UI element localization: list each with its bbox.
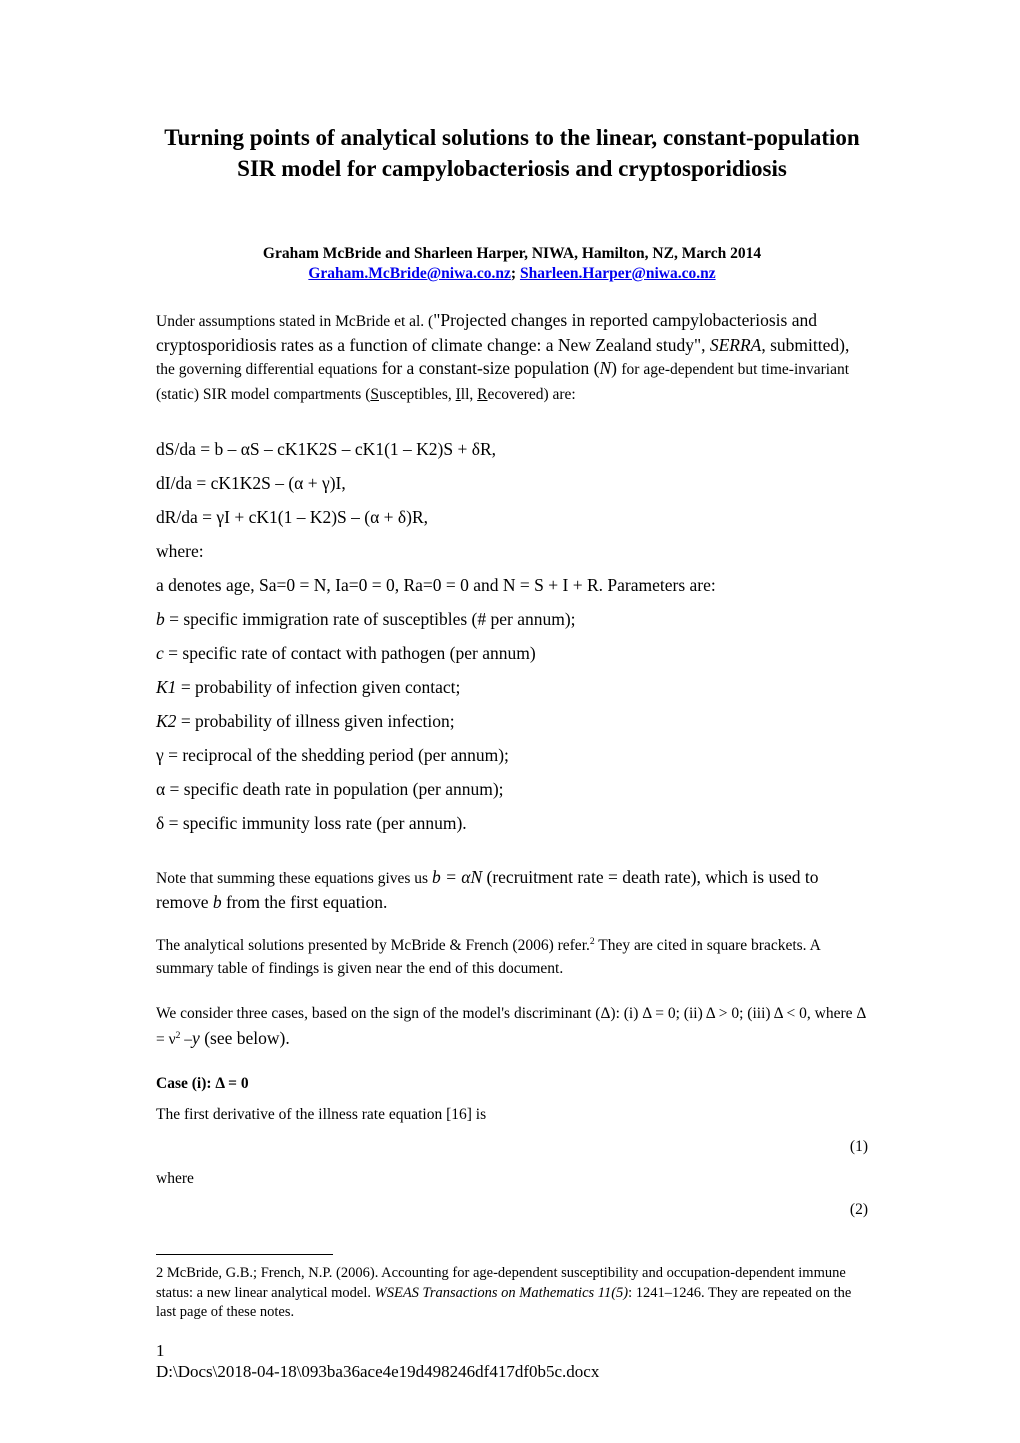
email-separator: ; — [510, 265, 517, 282]
where-label: where: — [156, 541, 204, 561]
email-link-mcbride[interactable]: Graham.McBride@niwa.co.nz — [308, 265, 511, 282]
equation-di-da: dI/da = cK1K2S – (α + γ)I, — [156, 473, 346, 493]
cases-paragraph: We consider three cases, based on the sign of the model's discriminant (Δ): (i) Δ = 0; (ii) Δ > 0; (iii) Δ < 0, where $\Delta = \nu^2$ –y (see below). — [156, 1005, 866, 1048]
parameter-b: b = specific immigration rate of susceptibles (# per annum); — [156, 609, 576, 629]
page-footer — [156, 1340, 599, 1382]
equation-number-2: (2) — [849, 1201, 868, 1218]
equation-ds-da: dS/da = b – αS – cK1K2S – cK1(1 – K2)S + δR, — [156, 439, 497, 459]
note-paragraph: Note that summing these equations gives us b = αN (recruitment rate = death rate), which is used to remove b from the first equation. — [156, 867, 819, 912]
parameter-delta: δ = specific immunity loss rate (per annum). — [156, 813, 467, 833]
parameter-k2: K2 = probability of illness given infection; — [156, 711, 455, 731]
initial-conditions: a denotes age, Sa=0 = N, Ia=0 = 0, Ra=0 = 0 and N = S + I + R. Parameters are: — [156, 575, 716, 595]
footnote: 2 McBride, G.B.; French, N.P. (2006). Accounting for age-dependent susceptibility and occupation-dependent immune status: a new linear analytical model. WSEAS Transactions on Mathematics 11(5): 1241–1246. They are repeated on the last page of these notes. — [156, 1265, 852, 1320]
footnote-marker[interactable]: 2 — [589, 936, 595, 947]
parameter-k1: K1 = probability of infection given contact; — [156, 677, 461, 697]
journal-name: SERRA — [709, 334, 762, 355]
analytical-paragraph: The analytical solutions presented by McBride & French (2006) refer.$^2$ They are cited in square brackets. A summary table of findings is given near the end of this document. — [156, 936, 820, 977]
case-i-text: The first derivative of the illness rate equation [16] is — [156, 1106, 487, 1123]
equation-dr-da: dR/da = γI + cK1(1 – K2)S – (α + δ)R, — [156, 507, 429, 527]
page-number: 1 — [156, 1341, 165, 1360]
parameter-gamma: γ = reciprocal of the shedding period (per annum); — [156, 745, 509, 765]
intro-paragraph: Under assumptions stated in McBride et al. ("Projected changes in reported campylobacteriosis and cryptosporidiosis rates as a function of climate change: a New Zealand study", SERRA, submitted), the governing differential equations for a constant-size population (N) for age-dependent but time-invariant (static) SIR model compartments (Susceptibles, Ill, Recovered) are: — [156, 310, 850, 403]
equation-number-1: (1) — [849, 1138, 868, 1155]
file-path: D:\Docs\2018-04-18\093ba36ace4e19d498246df417df0b5c.docx — [156, 1362, 600, 1381]
document-title: Turning points of analytical solutions to the linear, constant-population SIR model for campylobacteriosis and cryptosporidiosis — [164, 125, 860, 181]
authors-line: Graham McBride and Sharleen Harper, NIWA, Hamilton, NZ, March 2014 — [262, 245, 762, 262]
where-text: where — [156, 1170, 194, 1187]
email-link-harper[interactable]: Sharleen.Harper@niwa.co.nz — [519, 265, 716, 282]
parameter-alpha: α = specific death rate in population (per annum); — [156, 779, 504, 799]
email-line — [156, 264, 868, 284]
parameter-c: c = specific rate of contact with pathogen (per annum) — [156, 643, 536, 663]
author-block — [156, 244, 868, 284]
footnote-separator — [156, 1254, 333, 1255]
case-i-heading: Case (i): Δ = 0 — [156, 1075, 249, 1092]
